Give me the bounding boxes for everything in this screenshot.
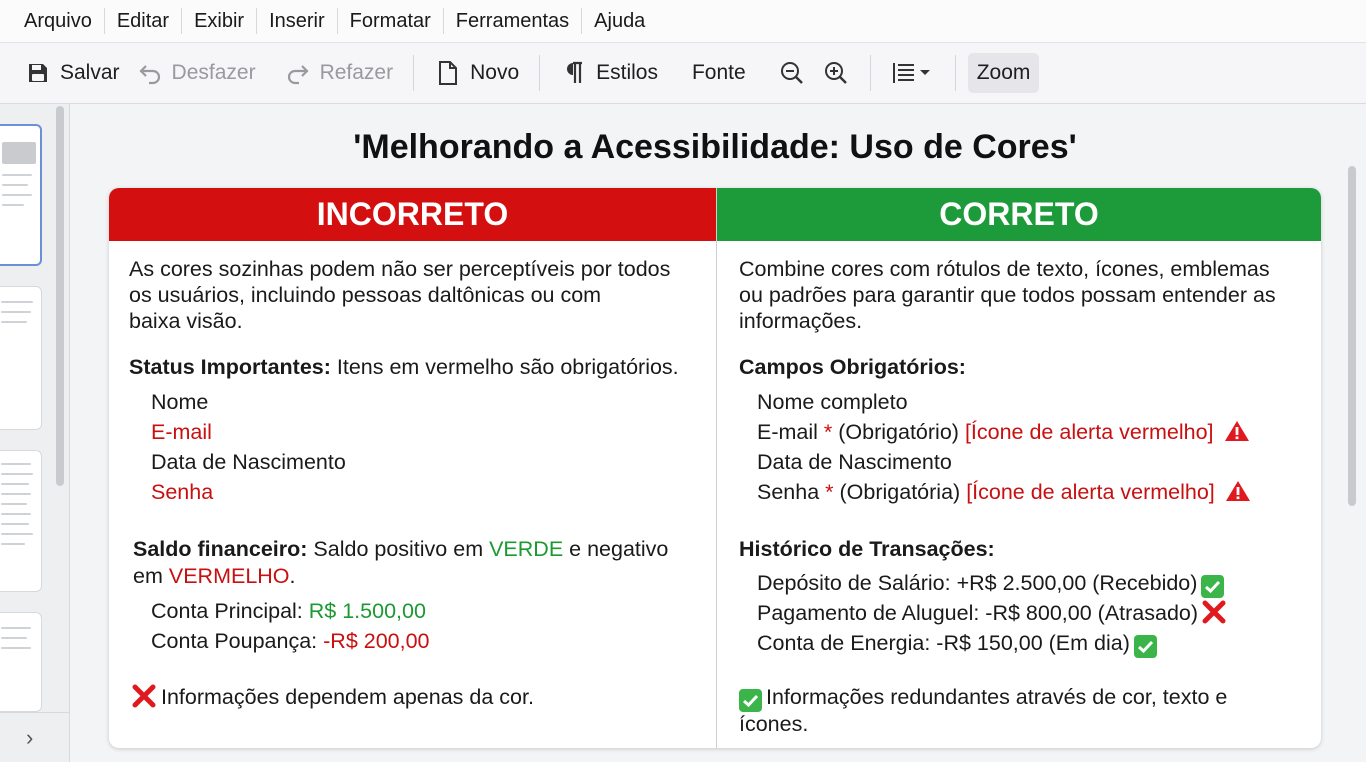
incorrect-footer-text: Informações dependem apenas da cor. xyxy=(161,685,534,709)
save-button[interactable] xyxy=(16,53,128,93)
zoom-label: Zoom xyxy=(976,61,1031,84)
correct-footer-text-1: Informações redundantes através de cor, texto e xyxy=(766,685,1228,709)
warning-triangle-icon xyxy=(1225,479,1251,509)
account2-value: -R$ 200,00 xyxy=(323,629,430,653)
menu-ajuda[interactable]: Ajuda xyxy=(594,10,646,32)
font-button[interactable] xyxy=(684,53,754,93)
transactions-label xyxy=(739,536,995,562)
correct-footer-line-1 xyxy=(739,684,1227,712)
menu-editar[interactable]: Editar xyxy=(105,8,182,34)
zoom-out-icon xyxy=(778,59,806,87)
save-icon xyxy=(24,59,52,87)
correct-intro-line-2: ou padrões para garantir que todos possam entender as xyxy=(739,283,1276,307)
menu-exibir[interactable]: Exibir xyxy=(182,8,257,34)
page-thumbnails-sidebar xyxy=(0,104,70,762)
incorrect-intro-line-2: os usuários, incluindo pessoas daltônicas ou com xyxy=(129,283,602,307)
incorrect-footer xyxy=(131,684,534,714)
field-nome-completo: Nome completo xyxy=(757,390,908,414)
status-desc: Itens em vermelho são obrigatórios. xyxy=(336,355,679,379)
transaction-3-text: Conta de Energia: -R$ 150,00 (Em dia) xyxy=(757,631,1130,655)
balance-desc-a: Saldo positivo em xyxy=(313,537,484,561)
undo-icon xyxy=(136,59,164,87)
comparison-table xyxy=(109,188,1321,748)
check-mark-icon xyxy=(739,689,762,712)
field2-label: E-mail xyxy=(757,420,818,444)
redo-label: Refazer xyxy=(319,61,394,84)
chevron-right-icon[interactable]: › xyxy=(26,725,34,750)
toolbar-separator xyxy=(870,55,871,91)
transaction-1-text: Depósito de Salário: +R$ 2.500,00 (Recebido) xyxy=(757,571,1198,595)
balance-label: Saldo financeiro: xyxy=(133,537,308,561)
cross-mark-icon xyxy=(1202,600,1226,630)
field4-req: (Obrigatória) xyxy=(839,480,961,504)
incorrect-intro-line-1: As cores sozinhas podem não ser perceptíveis por todos xyxy=(129,257,671,281)
new-label: Novo xyxy=(470,61,520,84)
balance-green-word: VERDE xyxy=(489,537,564,561)
alert-text: [Ícone de alerta vermelho] xyxy=(964,420,1214,444)
zoom-in-button[interactable] xyxy=(814,53,858,93)
asterisk: * xyxy=(823,420,833,444)
menu-ferramentas[interactable]: Ferramentas xyxy=(444,8,582,34)
check-mark-icon xyxy=(1134,635,1157,658)
balance-line-1 xyxy=(133,536,668,562)
transaction-3 xyxy=(757,630,1157,658)
account1-value: R$ 1.500,00 xyxy=(308,599,426,623)
redo-icon xyxy=(284,59,312,87)
zoom-button[interactable] xyxy=(968,53,1040,93)
incorrect-header: INCORRETO xyxy=(109,188,716,241)
menu-formatar[interactable]: Formatar xyxy=(338,8,444,34)
correct-footer-line-2: ícones. xyxy=(739,712,809,736)
required-fields-label xyxy=(739,354,966,380)
required-fields-title: Campos Obrigatórios: xyxy=(739,355,966,379)
styles-label: Estilos xyxy=(596,61,658,84)
menu-arquivo[interactable]: Arquivo xyxy=(12,8,105,34)
field-senha: Senha xyxy=(151,480,214,504)
field2-req: (Obrigatório) xyxy=(838,420,959,444)
cross-mark-icon xyxy=(131,684,157,714)
balance-desc-b: e negativo xyxy=(569,537,669,561)
field-data-nascimento: Data de Nascimento xyxy=(151,450,346,474)
page-thumbnail-1[interactable] xyxy=(0,124,42,266)
warning-triangle-icon xyxy=(1224,419,1250,449)
sidebar-scrollbar[interactable] xyxy=(56,106,64,486)
transaction-2-text: Pagamento de Aluguel: -R$ 800,00 (Atrasado) xyxy=(757,601,1199,625)
account2-label: Conta Poupança: xyxy=(151,629,318,653)
balance-desc-c: em xyxy=(133,564,163,588)
transactions-title: Histórico de Transações: xyxy=(739,537,995,561)
incorrect-intro-line-3: baixa visão. xyxy=(129,309,243,333)
menu-bar xyxy=(0,0,1366,42)
correct-column xyxy=(717,188,1321,748)
list-options-button[interactable] xyxy=(883,53,943,93)
status-label: Status Importantes: xyxy=(129,355,331,379)
new-document-button[interactable] xyxy=(426,53,527,93)
transaction-2 xyxy=(757,600,1226,630)
correct-intro-line-1: Combine cores com rótulos de texto, ícones, emblemas xyxy=(739,257,1270,281)
sidebar-footer xyxy=(0,712,69,762)
toolbar-separator xyxy=(539,55,540,91)
field4-label: Senha xyxy=(757,480,820,504)
pilcrow-icon xyxy=(560,59,588,87)
list-options-icon xyxy=(891,59,935,87)
zoom-out-button[interactable] xyxy=(770,53,814,93)
save-label: Salvar xyxy=(60,61,120,84)
account-poupanca xyxy=(151,628,430,654)
check-mark-icon xyxy=(1201,575,1224,598)
zoom-in-icon xyxy=(822,59,850,87)
toolbar-separator xyxy=(413,55,414,91)
redo-button[interactable] xyxy=(276,53,402,93)
field-senha-required xyxy=(757,479,1251,509)
font-label: Fonte xyxy=(691,61,746,84)
asterisk: * xyxy=(825,480,834,504)
field-email: E-mail xyxy=(151,420,212,444)
incorrect-status-line xyxy=(129,354,679,380)
undo-button[interactable] xyxy=(128,53,264,93)
menu-inserir[interactable]: Inserir xyxy=(257,8,338,34)
document-icon xyxy=(434,59,462,87)
field-nome: Nome xyxy=(151,390,209,414)
balance-period: . xyxy=(289,564,296,588)
document-scrollbar[interactable] xyxy=(1348,166,1356,506)
field-data-nascimento-correct: Data de Nascimento xyxy=(757,450,952,474)
undo-label: Desfazer xyxy=(171,61,256,84)
toolbar xyxy=(0,42,1366,104)
correct-header: CORRETO xyxy=(717,188,1321,241)
page-thumbnail-2[interactable] xyxy=(0,286,42,430)
incorrect-column xyxy=(109,188,717,748)
page-thumbnail-4[interactable] xyxy=(0,612,42,712)
balance-red-word: VERMELHO xyxy=(168,564,290,588)
alert-text: [Ícone de alerta vermelho] xyxy=(966,480,1215,504)
document-title: 'Melhorando a Acessibilidade: Uso de Cores' xyxy=(353,128,1077,166)
account-principal xyxy=(151,598,426,624)
correct-intro-line-3: informações. xyxy=(739,309,863,333)
toolbar-separator xyxy=(955,55,956,91)
field-email-required xyxy=(757,419,1250,449)
page-thumbnail-3[interactable] xyxy=(0,450,42,592)
account1-label: Conta Principal: xyxy=(151,599,303,623)
transaction-1 xyxy=(757,570,1224,598)
document-area xyxy=(70,104,1366,762)
balance-line-2 xyxy=(133,563,296,589)
styles-button[interactable] xyxy=(552,53,666,93)
